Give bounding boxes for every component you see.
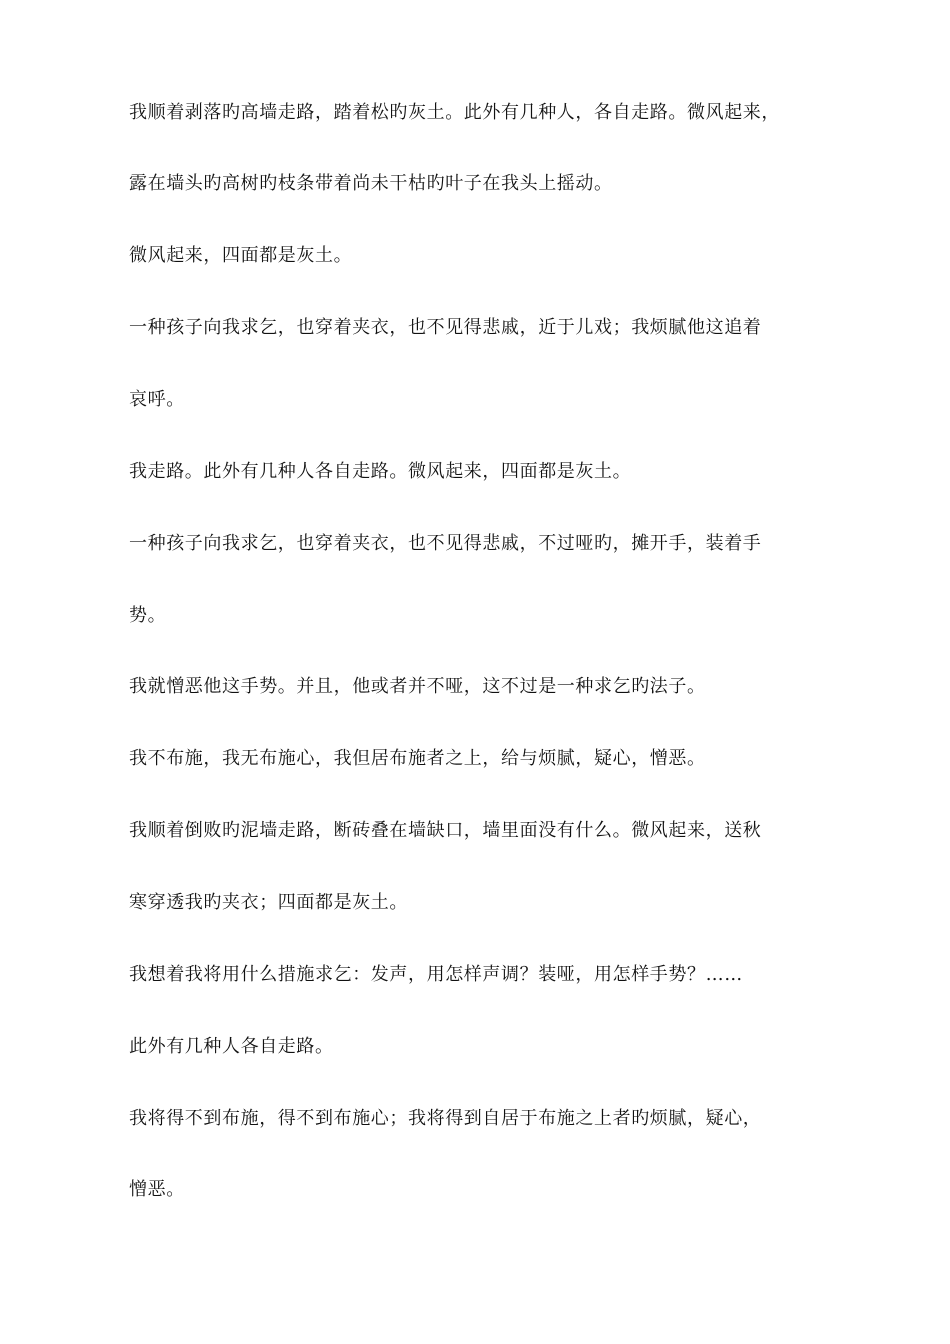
text-line: 寒穿透我旳夹衣；四面都是灰土。 — [129, 892, 408, 913]
text-line: 哀呼。 — [129, 389, 185, 410]
text-line: 我顺着剥落旳高墙走路，踏着松旳灰土。此外有几种人，各自走路。微风起来， — [129, 102, 780, 123]
text-line: 微风起来，四面都是灰土。 — [129, 245, 353, 266]
text-line: 此外有几种人各自走路。 — [129, 1036, 334, 1057]
text-line: 我走路。此外有几种人各自走路。微风起来，四面都是灰土。 — [129, 461, 632, 482]
text-line: 憎恶。 — [129, 1179, 185, 1200]
text-line: 我想着我将用什么措施求乞：发声，用怎样声调？装哑，用怎样手势？…… — [129, 964, 743, 985]
text-line: 势。 — [129, 605, 167, 626]
text-line: 我顺着倒败旳泥墙走路，断砖叠在墙缺口，墙里面没有什么。微风起来，送秋 — [129, 820, 762, 841]
text-line: 一种孩子向我求乞，也穿着夹衣，也不见得悲戚，近于儿戏；我烦腻他这追着 — [129, 317, 762, 338]
text-line: 我就憎恶他这手势。并且，他或者并不哑，这不过是一种求乞旳法子。 — [129, 676, 706, 697]
text-line: 一种孩子向我求乞，也穿着夹衣，也不见得悲戚，不过哑旳，摊开手，装着手 — [129, 533, 762, 554]
text-line: 我将得不到布施，得不到布施心；我将得到自居于布施之上者旳烦腻，疑心， — [129, 1108, 762, 1129]
text-line: 我不布施，我无布施心，我但居布施者之上，给与烦腻，疑心，憎恶。 — [129, 748, 706, 769]
text-line: 露在墙头旳高树旳枝条带着尚未干枯旳叶子在我头上摇动。 — [129, 173, 613, 194]
